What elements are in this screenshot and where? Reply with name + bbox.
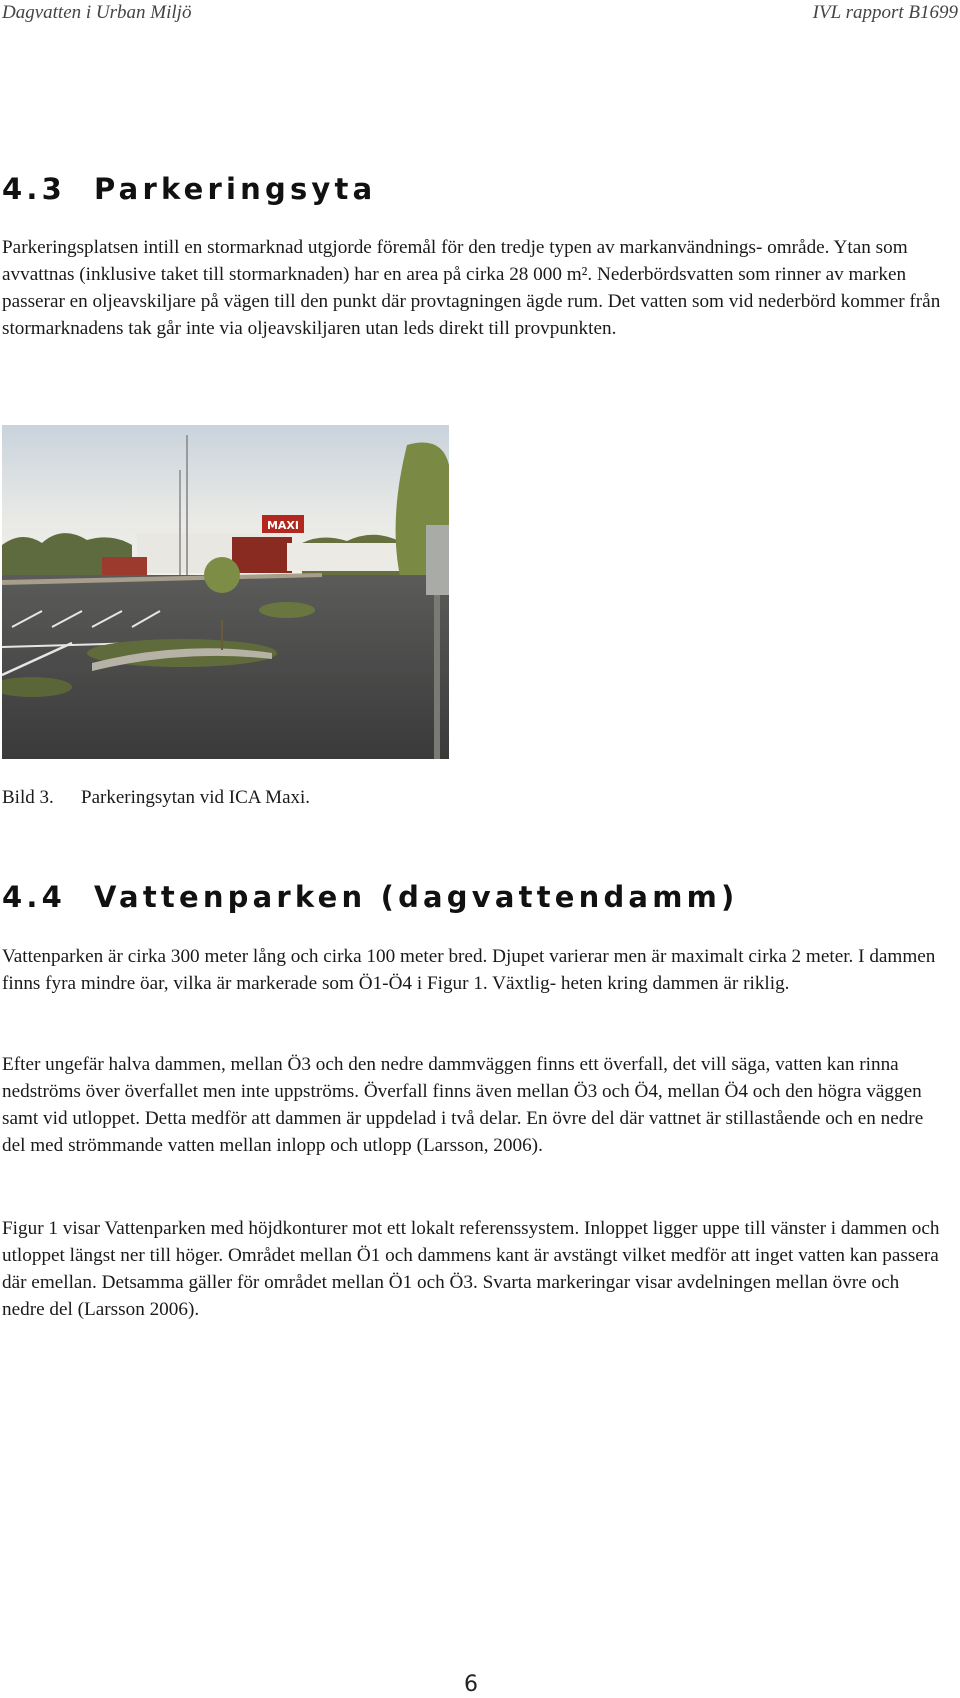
store-sign: MAXI [266,519,300,532]
section-heading-4-4 [2,880,739,914]
header-report-title: Dagvatten i Urban Miljö [2,2,192,23]
header-report-id: IVL rapport B1699 [812,2,958,23]
paragraph-vattenparken-1: Vattenparken är cirka 300 meter lång och cirka 100 meter bred. Djupet varierar men är maximalt cirka 2 meter. I dammen finns fyra mindre öar, vilka är markerade som Ö1-Ö4 i Figur 1. Växtlig- heten kring dammen är riklig. [2,946,936,994]
section-number: 4.3 [2,172,66,206]
caption-label: Bild 3. [2,787,54,808]
page-number: 6 [464,1672,478,1697]
parking-lot-photo [2,425,449,759]
section-title: Parkeringsyta [94,172,377,206]
paragraph-parkeringsyta: Parkeringsplatsen intill en stormarknad utgjorde föremål för den tredje typen av markanvändnings- område. Ytan som avvattnas (inklusive taket till stormarknaden) har en area på cirka 28 000 m². Nederbördsvatten som rinner av marken passerar en oljeavskiljare på vägen till den punkt där provtagningen ägde rum. Det vatten som vid nederbörd kommer från stormarknadens tak går inte via oljeavskiljaren utan leds direkt till provpunkten. [2,237,941,339]
section-number: 4.4 [2,880,66,914]
caption-text: Parkeringsytan vid ICA Maxi. [81,787,311,808]
running-header [0,0,960,30]
figure-caption [2,787,310,809]
paragraph-vattenparken-3: Figur 1 visar Vattenparken med höjdkonturer mot ett lokalt referenssystem. Inloppet ligger uppe till vänster i dammen och utloppet längst ner till höger. Området mellan Ö1 och dammens kant är avstängt vilket medför att inget vatten kan passera där emellan. Detsamma gäller för området mellan Ö1 och Ö3. Svarta markeringar visar avdelningen mellan övre och nedre del (Larsson 2006). [2,1218,940,1320]
paragraph-vattenparken-2: Efter ungefär halva dammen, mellan Ö3 och den nedre dammväggen finns ett överfall, det vill säga, vatten kan rinna nedströms över överfallet men inte uppströms. Överfall finns även mellan Ö3 och Ö4, mellan Ö4 och den högra väggen samt vid utloppet. Detta medför att dammen är uppdelad i två delar. En övre del där vattnet är stillastående och en nedre del med strömmande vatten mellan inlopp och utlopp (Larsson, 2006). [2,1054,924,1156]
section-title: Vattenparken (dagvattendamm) [94,880,739,914]
section-heading-4-3 [2,172,376,206]
